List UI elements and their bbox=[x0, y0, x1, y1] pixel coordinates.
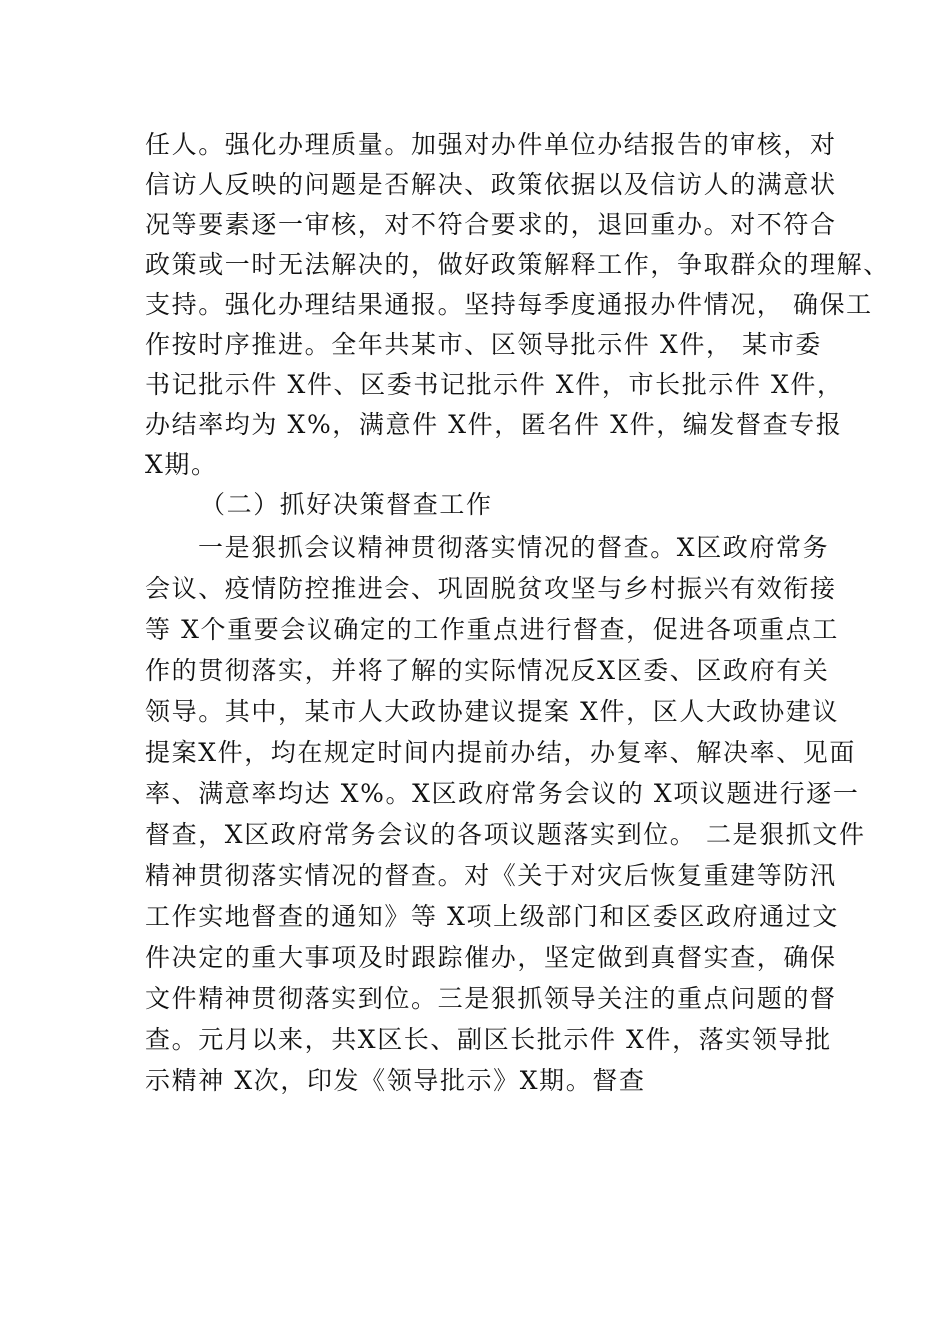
text-line: 办结率均为 X%，满意件 X件，匿名件 X件，编发督查专报 bbox=[145, 410, 843, 439]
text-line: 查。元月以来，共X区长、副区长批示件 X件，落实领导批 bbox=[145, 1025, 832, 1054]
text-line: X期。 bbox=[145, 450, 218, 479]
text-line: 任人。强化办理质量。加强对办件单位办结报告的审核，对 bbox=[145, 130, 837, 159]
text-line: 工作实地督查的通知》等 X项上级部门和区委区政府通过文 bbox=[145, 902, 839, 931]
text-line: 作按时序推进。全年共某市、区领导批示件 X件， 某市委 bbox=[145, 330, 822, 359]
text-line: 督查，X区政府常务会议的各项议题落实到位。 二是狠抓文件 bbox=[145, 820, 866, 849]
text-line: 作的贯彻落实，并将了解的实际情况反X区委、区政府有关 bbox=[145, 656, 830, 685]
text-line: 提案X件，均在规定时间内提前办结，办复率、解决率、见面 bbox=[145, 738, 856, 767]
text-line: 精神贯彻落实情况的督查。对《关于对灾后恢复重建等防汛 bbox=[145, 861, 837, 890]
text-line: 会议、疫情防控推进会、巩固脱贫攻坚与乡村振兴有效衔接 bbox=[145, 574, 837, 603]
text-line: 领导。其中，某市人大政协建议提案 X件，区人大政协建议 bbox=[145, 697, 839, 726]
text-line: 率、满意率均达 X%。X区政府常务会议的 X项议题进行逐一 bbox=[145, 779, 860, 808]
text-line: 况等要素逐一审核，对不符合要求的，退回重办。对不符合 bbox=[145, 210, 837, 239]
text-line: 政策或一时无法解决的，做好政策解释工作，争取群众的理解、 bbox=[145, 250, 890, 279]
text-line: 信访人反映的问题是否解决、政策依据以及信访人的满意状 bbox=[145, 170, 837, 199]
text-line: 件决定的重大事项及时跟踪催办，坚定做到真督实查，确保 bbox=[145, 943, 837, 972]
text-line: 书记批示件 X件、区委书记批示件 X件，市长批示件 X件， bbox=[145, 370, 844, 399]
text-line: 示精神 X次，印发《领导批示》X期。督查 bbox=[145, 1066, 646, 1095]
text-line: 一是狠抓会议精神贯彻落实情况的督查。X区政府常务 bbox=[198, 533, 830, 562]
section-heading: （二）抓好决策督查工作 bbox=[200, 490, 493, 519]
text-line: 支持。强化办理结果通报。坚持每季度通报办件情况， 确保工 bbox=[145, 290, 873, 319]
text-line: 文件精神贯彻落实到位。三是狠抓领导关注的重点问题的督 bbox=[145, 984, 837, 1013]
text-line: 等 X个重要会议确定的工作重点进行督查，促进各项重点工 bbox=[145, 615, 839, 644]
